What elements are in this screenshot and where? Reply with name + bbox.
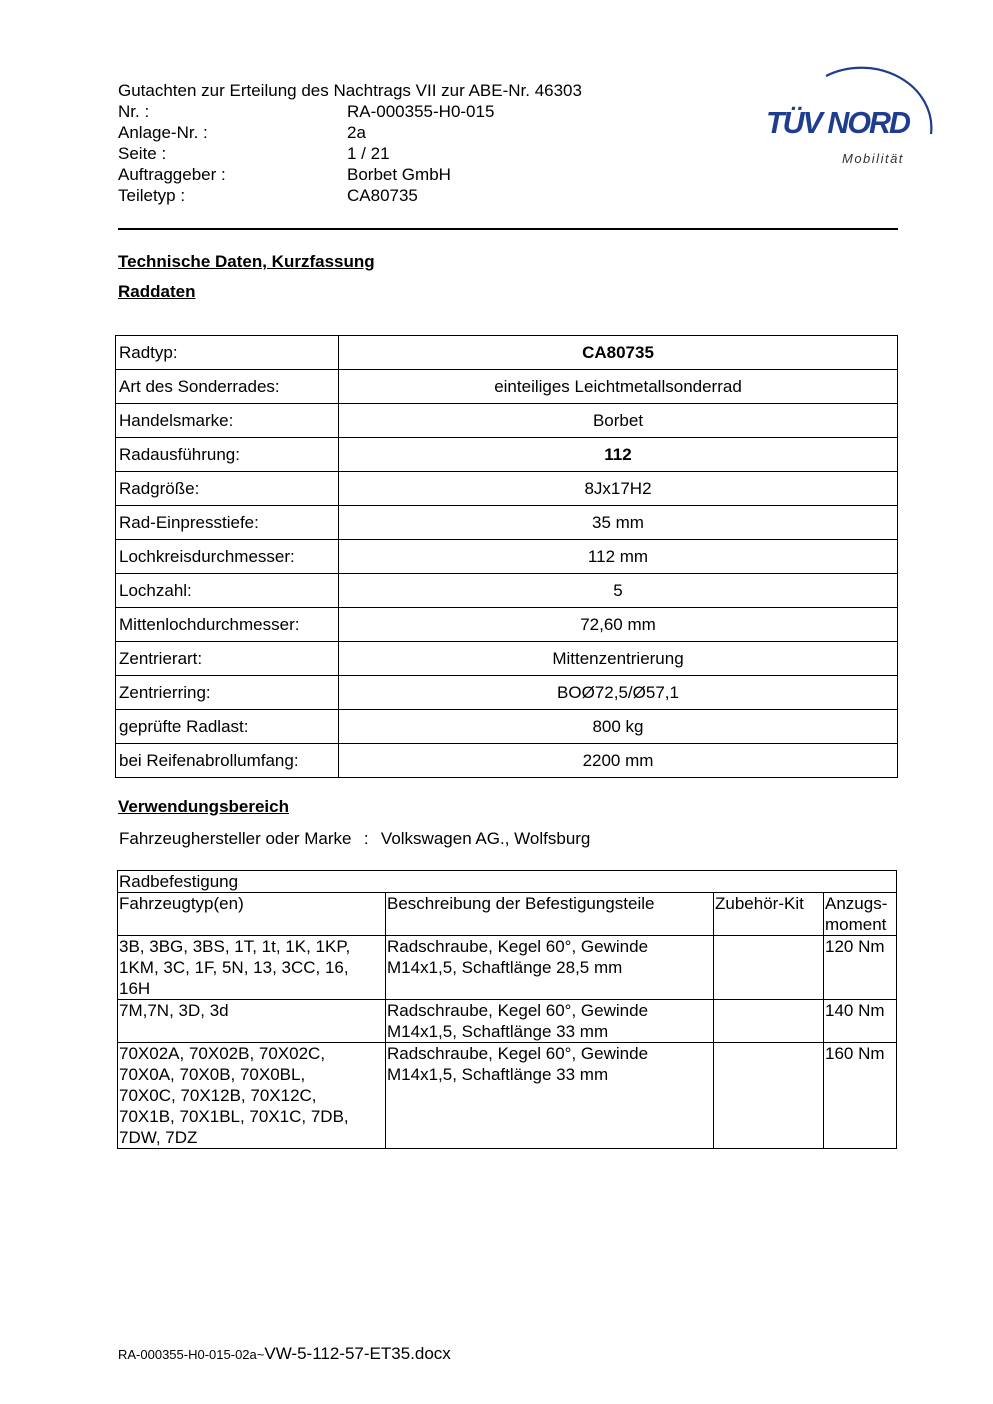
footer-filename: VW-5-112-57-ET35.docx bbox=[264, 1344, 451, 1363]
vehicle-types-cell: 7M,7N, 3D, 3d bbox=[118, 1000, 386, 1043]
mounting-header-row bbox=[118, 893, 897, 936]
row-value: 5 bbox=[339, 574, 898, 608]
wheel-data-table bbox=[115, 335, 898, 778]
table-row bbox=[116, 744, 898, 778]
header-row-auftraggeber bbox=[118, 164, 582, 185]
row-label: bei Reifenabrollumfang: bbox=[116, 744, 339, 778]
row-label: Zentrierart: bbox=[116, 642, 339, 676]
row-label: Lochkreisdurchmesser: bbox=[116, 540, 339, 574]
table-row bbox=[116, 676, 898, 710]
header-value: Borbet GmbH bbox=[347, 165, 451, 184]
header-label: Seite : bbox=[118, 144, 167, 163]
vehicle-types-cell: 70X02A, 70X02B, 70X02C, 70X0A, 70X0B, 70X0BL, 70X0C, 70X12B, 70X12C, 70X1B, 70X1BL, 70X1C, 7DB, 7DW, 7DZ bbox=[118, 1043, 386, 1149]
report-title: Gutachten zur Erteilung des Nachtrags VII zur ABE-Nr. 46303 bbox=[118, 81, 582, 100]
header-label: Nr. : bbox=[118, 102, 150, 121]
table-row bbox=[116, 404, 898, 438]
table-row bbox=[116, 642, 898, 676]
row-label: Radtyp: bbox=[116, 336, 339, 370]
header-label: Teiletyp : bbox=[118, 186, 186, 205]
row-label: Radgröße: bbox=[116, 472, 339, 506]
table-row bbox=[116, 506, 898, 540]
header-label: Anlage-Nr. : bbox=[118, 123, 208, 142]
fastener-description-cell: Radschraube, Kegel 60°, Gewinde M14x1,5, Schaftlänge 33 mm bbox=[386, 1000, 714, 1043]
row-value: einteiliges Leichtmetallsonderrad bbox=[339, 370, 898, 404]
table-row bbox=[116, 336, 898, 370]
header-value: CA80735 bbox=[347, 186, 418, 205]
row-value: 72,60 mm bbox=[339, 608, 898, 642]
vehicle-types-cell: 3B, 3BG, 3BS, 1T, 1t, 1K, 1KP, 1KM, 3C, 1F, 5N, 13, 3CC, 16, 16H bbox=[118, 936, 386, 1000]
row-value: 800 kg bbox=[339, 710, 898, 744]
header-row-nr bbox=[118, 101, 582, 122]
torque-cell: 160 Nm bbox=[824, 1043, 897, 1149]
tuev-nord-logo bbox=[756, 56, 946, 171]
table-row bbox=[116, 540, 898, 574]
column-header: Fahrzeugtyp(en) bbox=[118, 893, 386, 936]
table-row bbox=[116, 574, 898, 608]
header-divider bbox=[118, 228, 898, 230]
column-header: Beschreibung der Befestigungsteile bbox=[386, 893, 714, 936]
section-heading-technische-daten: Technische Daten, Kurzfassung bbox=[118, 252, 375, 271]
header-label: Auftraggeber : bbox=[118, 165, 226, 184]
table-row bbox=[116, 608, 898, 642]
row-value: BOØ72,5/Ø57,1 bbox=[339, 676, 898, 710]
row-value: 2200 mm bbox=[339, 744, 898, 778]
document-header bbox=[118, 80, 582, 206]
accessory-kit-cell bbox=[714, 936, 824, 1000]
table-row bbox=[118, 1000, 897, 1043]
header-row-seite bbox=[118, 143, 582, 164]
torque-cell: 120 Nm bbox=[824, 936, 897, 1000]
row-label: Rad-Einpresstiefe: bbox=[116, 506, 339, 540]
row-label: Lochzahl: bbox=[116, 574, 339, 608]
mounting-title: Radbefestigung bbox=[118, 871, 897, 893]
row-value: 35 mm bbox=[339, 506, 898, 540]
manufacturer-line bbox=[119, 829, 590, 849]
manufacturer-separator: : bbox=[363, 829, 369, 848]
column-header: Zubehör-Kit bbox=[714, 893, 824, 936]
header-value: 2a bbox=[347, 123, 366, 142]
document-footer bbox=[118, 1344, 451, 1364]
mounting-title-row bbox=[118, 871, 897, 893]
row-label: Art des Sonderrades: bbox=[116, 370, 339, 404]
column-header: Anzugs- moment bbox=[824, 893, 897, 936]
logo-subtitle: Mobilität bbox=[842, 151, 904, 166]
row-value: Borbet bbox=[339, 404, 898, 438]
header-row-anlage bbox=[118, 122, 582, 143]
header-row-teiletyp bbox=[118, 185, 582, 206]
fastener-description-cell: Radschraube, Kegel 60°, Gewinde M14x1,5, Schaftlänge 33 mm bbox=[386, 1043, 714, 1149]
manufacturer-label: Fahrzeughersteller oder Marke bbox=[119, 829, 352, 848]
row-value: 8Jx17H2 bbox=[339, 472, 898, 506]
header-value: RA-000355-H0-015 bbox=[347, 102, 495, 121]
mounting-table bbox=[117, 870, 897, 1149]
section-heading-verwendungsbereich: Verwendungsbereich bbox=[118, 797, 289, 816]
row-value: Mittenzentrierung bbox=[339, 642, 898, 676]
row-label: Handelsmarke: bbox=[116, 404, 339, 438]
row-value: 112 mm bbox=[339, 540, 898, 574]
table-row bbox=[118, 936, 897, 1000]
table-row bbox=[116, 370, 898, 404]
row-label: Radausführung: bbox=[116, 438, 339, 472]
table-row bbox=[116, 710, 898, 744]
row-value: CA80735 bbox=[339, 336, 898, 370]
section-heading-raddaten: Raddaten bbox=[118, 282, 196, 301]
row-label: Mittenlochdurchmesser: bbox=[116, 608, 339, 642]
row-value: 112 bbox=[339, 438, 898, 472]
accessory-kit-cell bbox=[714, 1043, 824, 1149]
footer-reference: RA-000355-H0-015-02a~ bbox=[118, 1347, 265, 1362]
row-label: Zentrierring: bbox=[116, 676, 339, 710]
table-row bbox=[116, 472, 898, 506]
row-label: geprüfte Radlast: bbox=[116, 710, 339, 744]
manufacturer-value: Volkswagen AG., Wolfsburg bbox=[380, 829, 591, 848]
header-value: 1 / 21 bbox=[347, 144, 390, 163]
table-row bbox=[116, 438, 898, 472]
accessory-kit-cell bbox=[714, 1000, 824, 1043]
logo-wordmark: TÜV NORD bbox=[766, 105, 909, 140]
torque-cell: 140 Nm bbox=[824, 1000, 897, 1043]
fastener-description-cell: Radschraube, Kegel 60°, Gewinde M14x1,5, Schaftlänge 28,5 mm bbox=[386, 936, 714, 1000]
table-row bbox=[118, 1043, 897, 1149]
